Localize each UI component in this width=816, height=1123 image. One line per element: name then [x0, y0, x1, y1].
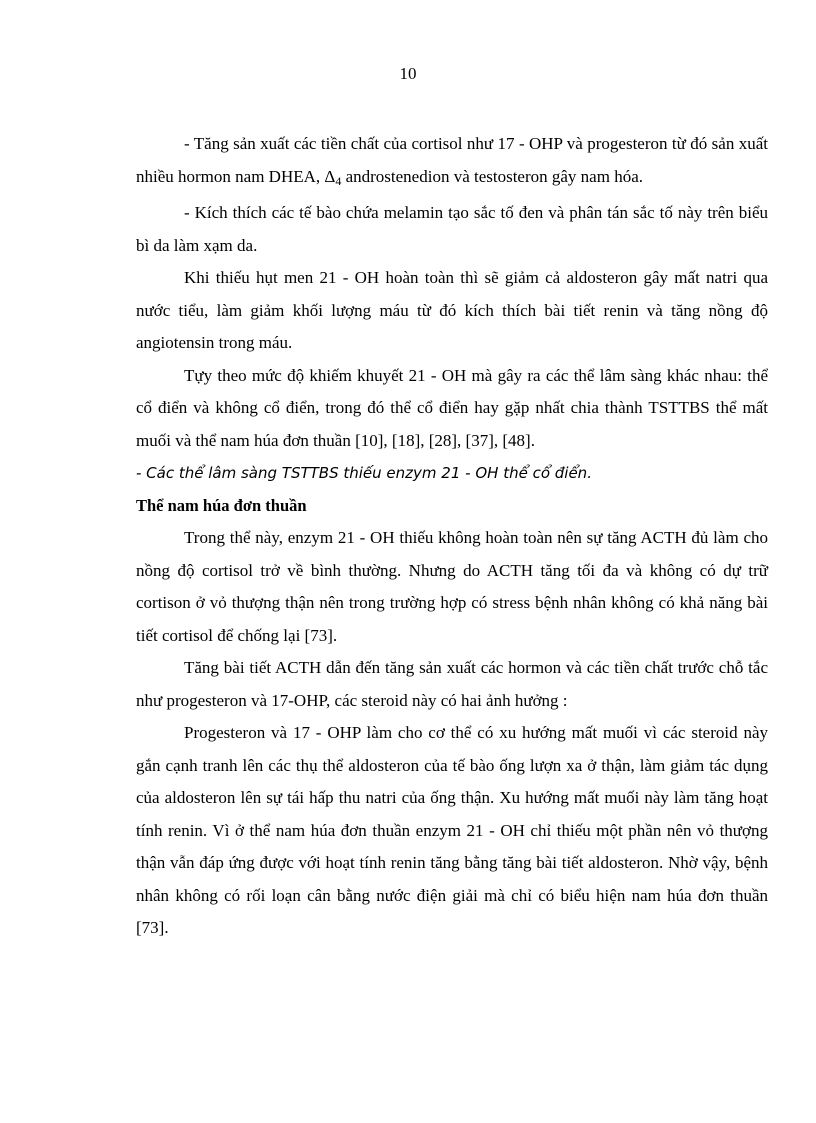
delta-symbol: Δ: [324, 166, 336, 186]
paragraph-progesteron: Progesteron và 17 - OHP làm cho cơ thể có xu hướng mất muối vì các steroid này gắn cạnh tranh lên các thụ thể aldosteron của tế bào ống lượn xa ở thận, làm giảm tác dụng của aldosteron lên sự tái hấp thu natri của ống thận. Xu hướng mất muối này làm tăng hoạt tính renin. Vì ở thể nam húa đơn thuần enzym 21 - OH chỉ thiếu một phần nên vỏ thượng thận vẫn đáp ứng được với hoạt tính renin tăng bằng tăng bài tiết aldosteron. Nhờ vậy, bệnh nhân không có rối loạn cân bằng nước điện giải mà chỉ có biểu hiện nam húa đơn thuần [73].: [136, 723, 768, 937]
paragraph-the-nay: Trong thể này, enzym 21 - OH thiếu không hoàn toàn nên sự tăng ACTH đủ làm cho nồng độ cortisol trở về bình thường. Nhưng do ACTH tăng tối đa và không có dự trữ cortison ở vỏ thượng thận nên trong trường hợp có stress bệnh nhân không có khả năng bài tiết cortisol để chống lại [73].: [136, 528, 768, 645]
page-number: 10: [399, 64, 417, 83]
delta-subscript: 4: [335, 173, 342, 188]
paragraph-text: androstenedion và testosteron gây nam hóa.: [341, 166, 643, 186]
paragraph-kich-thich: - Kích thích các tế bào chứa melamin tạo sắc tố đen và phân tán sắc tố này trên biểu bì da làm xạm da.: [136, 203, 768, 255]
section-heading: Thể nam húa đơn thuần: [136, 495, 307, 515]
paragraph-tang-san-xuat: [136, 128, 768, 197]
paragraph-text: - Tăng sản xuất các tiền chất của cortisol như 17 - OHP và progesteron từ đó sản xuất nhiều hormon nam DHEA,: [136, 134, 768, 186]
paragraph-tang-bai-tiet: Tăng bài tiết ACTH dẫn đến tăng sản xuất các hormon và các tiền chất trước chỗ tắc như progesteron và 17-OHP, các steroid này có hai ảnh hưởng :: [136, 658, 768, 710]
paragraph-thieu-hut: Khi thiếu hụt men 21 - OH hoàn toàn thì sẽ giảm cả aldosteron gây mất natri qua nước tiểu, làm giảm khối lượng máu từ đó kích thích bài tiết renin và tăng nồng độ angiotensin trong máu.: [136, 268, 768, 352]
paragraph-muc-do: Tựy theo mức độ khiếm khuyết 21 - OH mà gây ra các thể lâm sàng khác nhau: thể cổ điển và không cổ điển, trong đó thể cổ điển hay gặp nhất chia thành TSTTBS thể mất muối và thể nam húa đơn thuần [10], [18], [28], [37], [48].: [136, 365, 768, 450]
italic-subheading: - Các thể lâm sàng TSTTBS thiếu enzym 21 - OH thể cổ điển.: [136, 464, 592, 482]
document-body: [136, 128, 768, 945]
